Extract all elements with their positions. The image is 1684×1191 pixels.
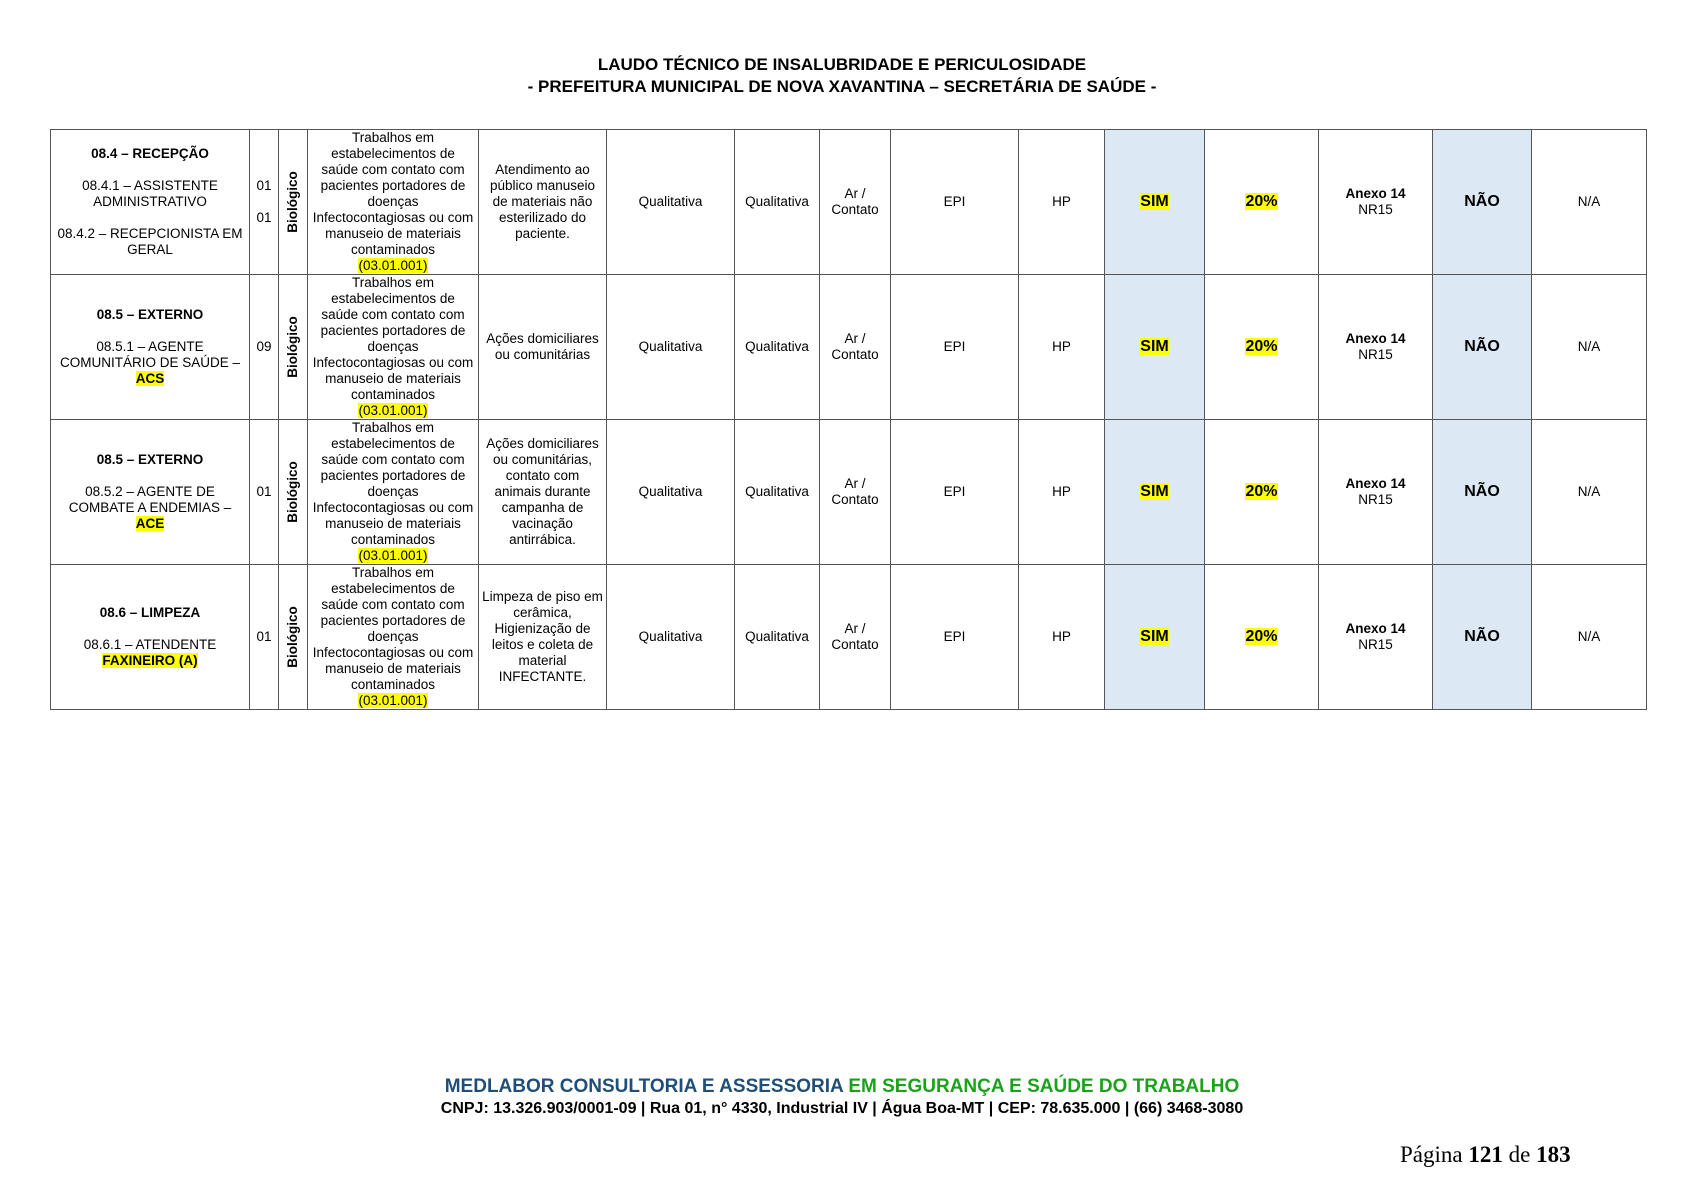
quantity-cell: 01	[250, 565, 279, 710]
nr-label: NR15	[1358, 202, 1393, 217]
evaluation-cell: Qualitativa	[735, 420, 820, 565]
periculosity-value: NÃO	[1464, 338, 1500, 355]
risk-table	[50, 129, 1647, 710]
annex-label: Anexo 14	[1345, 331, 1406, 346]
header-subtitle: - PREFEITURA MUNICIPAL DE NOVA XAVANTINA – SECRETÁRIA DE SAÚDE -	[527, 77, 1157, 96]
periculosity-cell	[1433, 420, 1532, 565]
agent-type: Biológico	[285, 461, 300, 523]
periculosity-value: NÃO	[1464, 483, 1500, 500]
function-cell	[51, 130, 250, 275]
na-cell: N/A	[1532, 275, 1647, 420]
footer-company-name: MEDLABOR CONSULTORIA E ASSESSORIA	[444, 1076, 844, 1097]
agent-cell	[279, 565, 308, 710]
page-number	[1400, 1142, 1571, 1168]
insalubrity-cell	[1105, 130, 1205, 275]
periculosity-cell	[1433, 130, 1532, 275]
source-cell	[308, 275, 479, 420]
source-text: Trabalhos em estabelecimentos de saúde com contato com pacientes portadores de doenças Infectocontagiosas ou com manuseio de materiais contaminados	[312, 275, 474, 402]
agent-type: Biológico	[285, 606, 300, 668]
function-name: 08.5.2 – AGENTE DE COMBATE A ENDEMIAS –	[68, 484, 232, 515]
insalubrity-value: SIM	[1140, 483, 1169, 500]
epi-cell: EPI	[891, 420, 1019, 565]
periculosity-cell	[1433, 275, 1532, 420]
section-title: 08.5 – EXTERNO	[96, 452, 204, 467]
legal-basis-cell	[1319, 565, 1433, 710]
legal-basis-cell	[1319, 275, 1433, 420]
agent-type: Biológico	[285, 316, 300, 378]
insalubrity-value: SIM	[1140, 193, 1169, 210]
percentage-cell	[1205, 420, 1319, 565]
source-code: (03.01.001)	[358, 693, 428, 708]
function-cell	[51, 565, 250, 710]
page-separator: de	[1508, 1142, 1531, 1167]
percentage-cell	[1205, 130, 1319, 275]
na-cell: N/A	[1532, 420, 1647, 565]
evaluation-cell: Qualitativa	[607, 420, 735, 565]
na-cell: N/A	[1532, 565, 1647, 710]
insalubrity-value: SIM	[1140, 628, 1169, 645]
exposure-route-cell: Ar / Contato	[820, 275, 891, 420]
na-cell: N/A	[1532, 130, 1647, 275]
nr-label: NR15	[1358, 492, 1393, 507]
source-text: Trabalhos em estabelecimentos de saúde com contato com pacientes portadores de doenças Infectocontagiosas ou com manuseio de materiais contaminados	[312, 130, 474, 257]
footer-address: CNPJ: 13.326.903/0001-09 | Rua 01, n° 4330, Industrial IV | Água Boa-MT | CEP: 78.635.000 | (66) 3468-3080	[440, 1100, 1244, 1117]
evaluation-cell: Qualitativa	[735, 565, 820, 710]
insalubrity-cell	[1105, 275, 1205, 420]
source-code: (03.01.001)	[358, 403, 428, 418]
insalubrity-value: SIM	[1140, 338, 1169, 355]
exposure-route-cell: Ar / Contato	[820, 420, 891, 565]
legal-basis-cell	[1319, 420, 1433, 565]
function-abbreviation: ACS	[135, 371, 165, 386]
quantity-value: 01	[256, 210, 272, 225]
table-row	[51, 565, 1647, 710]
page-total: 183	[1536, 1142, 1571, 1167]
table-row	[51, 130, 1647, 275]
evaluation-cell: Qualitativa	[607, 130, 735, 275]
activity-cell: Ações domiciliares ou comunitárias	[479, 275, 607, 420]
section-title: 08.5 – EXTERNO	[96, 307, 204, 322]
annex-label: Anexo 14	[1345, 476, 1406, 491]
percentage-value: 20%	[1245, 628, 1278, 645]
function-name: 08.4.1 – ASSISTENTE ADMINISTRATIVO	[82, 178, 218, 209]
source-cell	[308, 130, 479, 275]
insalubrity-cell	[1105, 565, 1205, 710]
source-code: (03.01.001)	[358, 548, 428, 563]
function-abbreviation: FAXINEIRO (A)	[102, 653, 198, 668]
section-title: 08.4 – RECEPÇÃO	[91, 146, 209, 161]
exposure-route-cell: Ar / Contato	[820, 565, 891, 710]
annex-label: Anexo 14	[1345, 186, 1406, 201]
function-cell	[51, 420, 250, 565]
section-title: 08.6 – LIMPEZA	[99, 605, 201, 620]
quantity-cell	[250, 130, 279, 275]
evaluation-cell: Qualitativa	[607, 275, 735, 420]
document-header	[0, 54, 1684, 98]
page-prefix: Página	[1400, 1142, 1463, 1167]
table-row	[51, 420, 1647, 565]
page-current: 121	[1468, 1142, 1503, 1167]
percentage-value: 20%	[1245, 193, 1278, 210]
footer-company	[0, 1076, 1684, 1098]
evaluation-cell: Qualitativa	[735, 130, 820, 275]
source-code: (03.01.001)	[358, 258, 428, 273]
epi-cell: EPI	[891, 130, 1019, 275]
source-cell	[308, 565, 479, 710]
activity-cell: Ações domiciliares ou comunitárias, contato com animais durante campanha de vacinação antirrábica.	[479, 420, 607, 565]
activity-cell: Limpeza de piso em cerâmica, Higienização de leitos e coleta de material INFECTANTE.	[479, 565, 607, 710]
source-text: Trabalhos em estabelecimentos de saúde com contato com pacientes portadores de doenças Infectocontagiosas ou com manuseio de materiais contaminados	[312, 420, 474, 547]
source-cell	[308, 420, 479, 565]
agent-cell	[279, 130, 308, 275]
nr-label: NR15	[1358, 637, 1393, 652]
function-abbreviation: ACE	[135, 516, 165, 531]
function-cell	[51, 275, 250, 420]
evaluation-cell: Qualitativa	[607, 565, 735, 710]
legal-basis-cell	[1319, 130, 1433, 275]
function-name: 08.4.2 – RECEPCIONISTA EM GERAL	[57, 226, 243, 257]
periculosity-value: NÃO	[1464, 193, 1500, 210]
nr-label: NR15	[1358, 347, 1393, 362]
function-name: 08.6.1 – ATENDENTE	[83, 637, 217, 652]
agent-cell	[279, 275, 308, 420]
epi-cell: EPI	[891, 275, 1019, 420]
table-row	[51, 275, 1647, 420]
quantity-value: 01	[256, 178, 272, 193]
percentage-value: 20%	[1245, 338, 1278, 355]
epi-cell: EPI	[891, 565, 1019, 710]
percentage-value: 20%	[1245, 483, 1278, 500]
hp-cell: HP	[1019, 420, 1105, 565]
percentage-cell	[1205, 275, 1319, 420]
evaluation-cell: Qualitativa	[735, 275, 820, 420]
footer-company-tagline: EM SEGURANÇA E SAÚDE DO TRABALHO	[848, 1076, 1240, 1097]
header-title: LAUDO TÉCNICO DE INSALUBRIDADE E PERICULOSIDADE	[597, 55, 1087, 74]
agent-cell	[279, 420, 308, 565]
hp-cell: HP	[1019, 275, 1105, 420]
source-text: Trabalhos em estabelecimentos de saúde com contato com pacientes portadores de doenças Infectocontagiosas ou com manuseio de materiais contaminados	[312, 565, 474, 692]
quantity-cell: 09	[250, 275, 279, 420]
periculosity-value: NÃO	[1464, 628, 1500, 645]
quantity-cell: 01	[250, 420, 279, 565]
annex-label: Anexo 14	[1345, 621, 1406, 636]
exposure-route-cell: Ar / Contato	[820, 130, 891, 275]
hp-cell: HP	[1019, 565, 1105, 710]
agent-type: Biológico	[285, 171, 300, 233]
insalubrity-cell	[1105, 420, 1205, 565]
function-name: 08.5.1 – AGENTE COMUNITÁRIO DE SAÚDE –	[59, 339, 241, 370]
hp-cell: HP	[1019, 130, 1105, 275]
percentage-cell	[1205, 565, 1319, 710]
periculosity-cell	[1433, 565, 1532, 710]
activity-cell: Atendimento ao público manuseio de materiais não esterilizado do paciente.	[479, 130, 607, 275]
